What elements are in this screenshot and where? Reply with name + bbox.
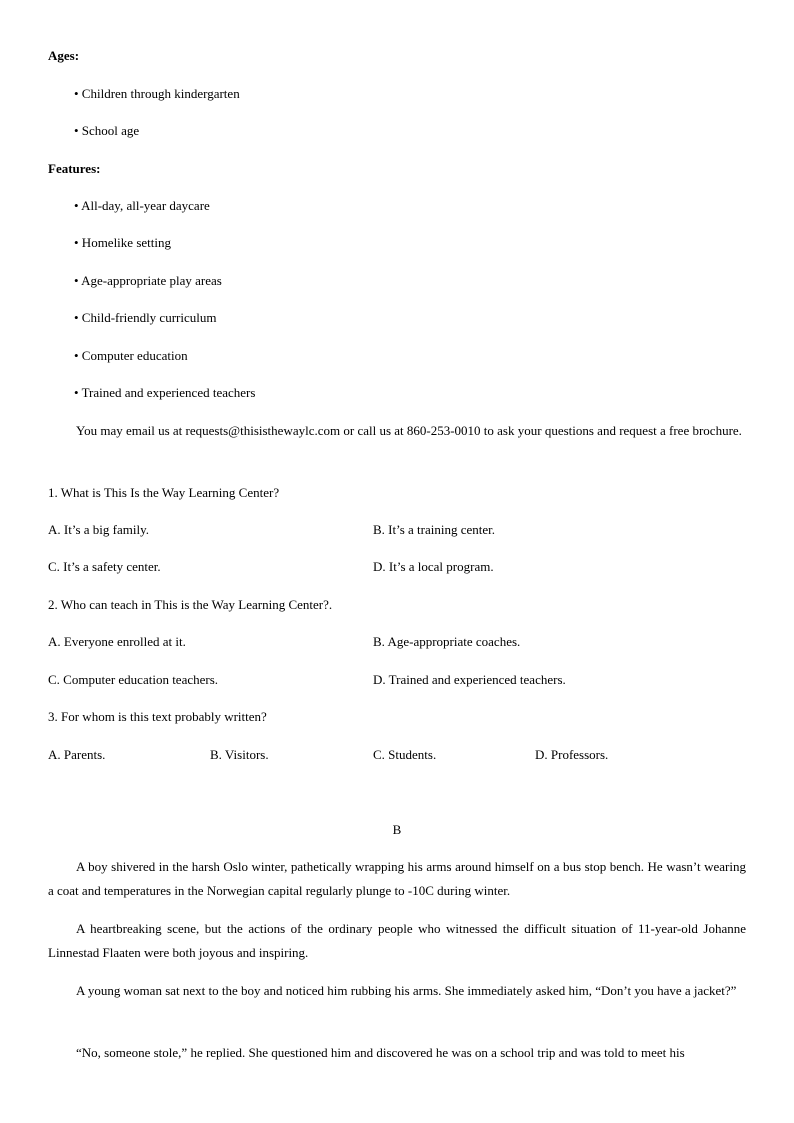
features-item: • Child-friendly curriculum [74, 310, 217, 325]
features-item: • All-day, all-year daycare [74, 198, 210, 213]
section-b-paragraph: A young woman sat next to the boy and noticed him rubbing his arms. She immediately asked him, “Don’t you have a jacket?” [76, 983, 737, 998]
ages-item: • Children through kindergarten [74, 86, 240, 101]
answer-option: C. Computer education teachers. [48, 672, 219, 687]
features-item: • Homelike setting [74, 235, 171, 250]
answer-option: C. Students. [373, 747, 437, 762]
section-b-paragraph: A boy shivered in the harsh Oslo winter, pathetically wrapping his arms around himself on a bus stop bench. He wasn’t wearing a coat and temperatures in the Norwegian capital regularly plunge to -10C during winter. [48, 859, 746, 898]
features-item: • Age-appropriate play areas [74, 273, 222, 288]
answer-option: D. Trained and experienced teachers. [373, 672, 566, 687]
answer-option: D. It’s a local program. [373, 559, 494, 574]
features-item: • Computer education [74, 348, 188, 363]
answer-option: A. It’s a big family. [48, 522, 149, 537]
answer-option: A. Parents. [48, 747, 106, 762]
ages-heading: Ages: [48, 48, 80, 63]
contact-paragraph: You may email us at requests@thisisthewaylc.com or call us at 860-253-0010 to ask your questions and request a free brochure. [76, 423, 742, 438]
answer-option: B. Age-appropriate coaches. [373, 634, 521, 649]
section-b-paragraph: “No, someone stole,” he replied. She questioned him and discovered he was on a school trip and was told to meet his [76, 1045, 685, 1060]
answer-option: B. Visitors. [210, 747, 269, 762]
section-b-paragraph: A heartbreaking scene, but the actions of the ordinary people who witnessed the difficult situation of 11-year-old Johanne Linnestad Flaaten were both joyous and inspiring. [48, 921, 746, 960]
question-stem: 1. What is This Is the Way Learning Center? [48, 485, 280, 500]
question-stem: 3. For whom is this text probably written? [48, 709, 267, 724]
answer-option: C. It’s a safety center. [48, 559, 161, 574]
section-b-label: B [392, 822, 402, 837]
features-item: • Trained and experienced teachers [74, 385, 256, 400]
question-stem: 2. Who can teach in This is the Way Learning Center?. [48, 597, 333, 612]
answer-option: D. Professors. [535, 747, 609, 762]
ages-item: • School age [74, 123, 140, 138]
answer-option: A. Everyone enrolled at it. [48, 634, 186, 649]
answer-option: B. It’s a training center. [373, 522, 496, 537]
features-heading: Features: [48, 161, 101, 176]
